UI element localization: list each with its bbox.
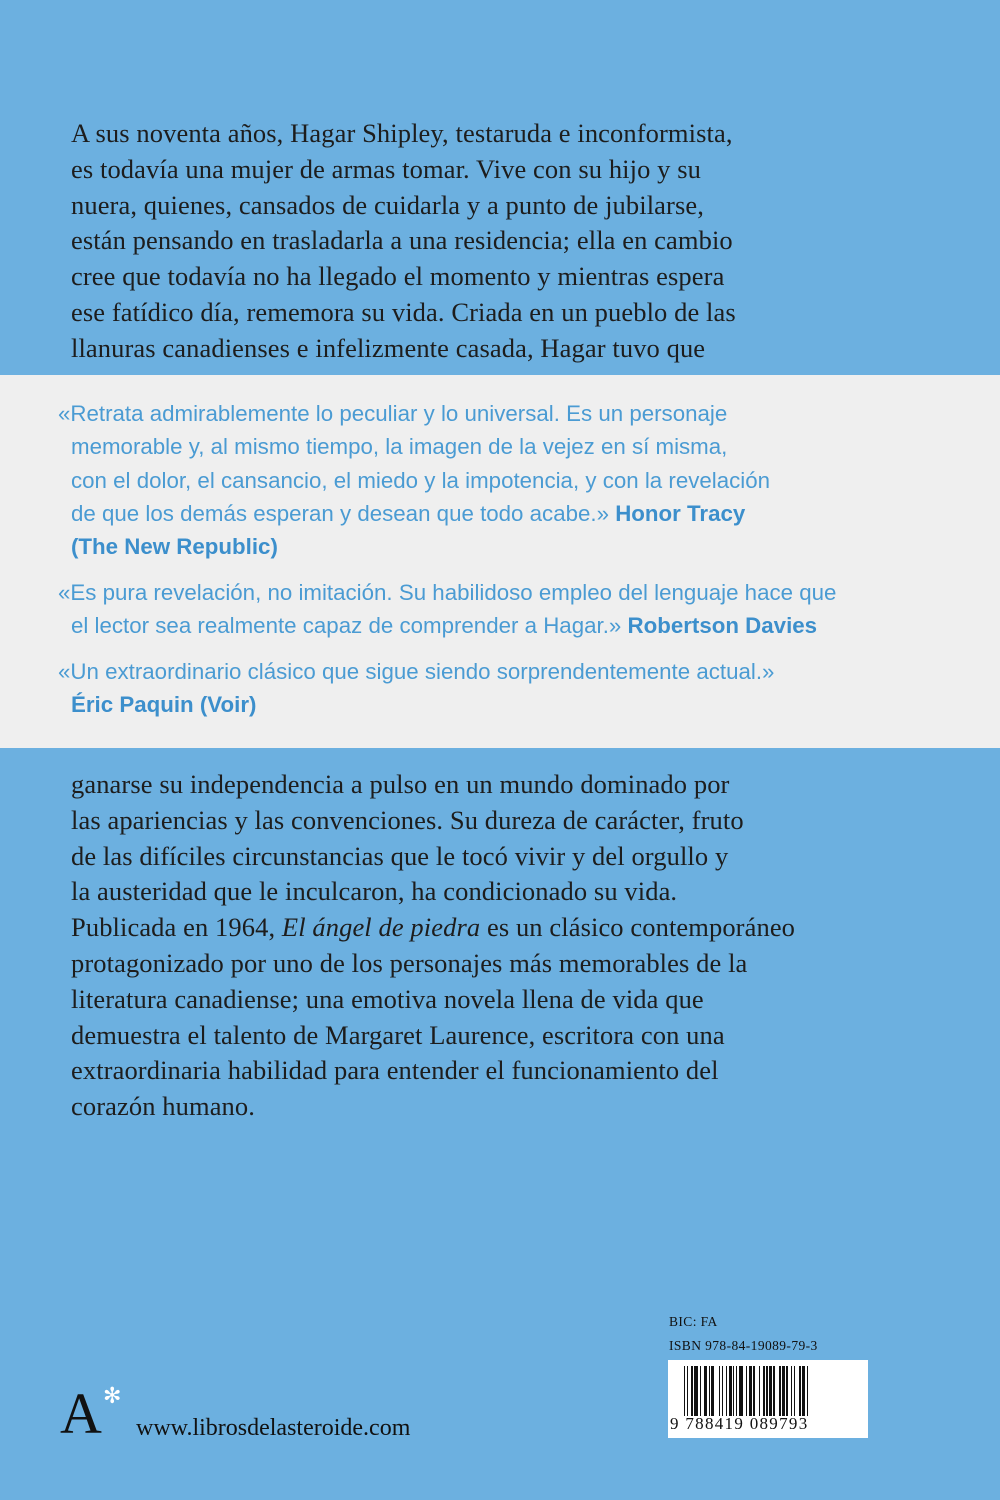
review-quote-honor-tracy bbox=[58, 397, 978, 563]
synopsis-line bbox=[71, 910, 971, 946]
synopsis-line: la austeridad que le inculcaron, ha condicionado su vida. bbox=[71, 876, 678, 907]
quote-source: (The New Republic) bbox=[71, 534, 278, 560]
synopsis-line: extraordinaria habilidad para entender el funcionamiento del bbox=[71, 1055, 719, 1086]
quote-line bbox=[58, 497, 978, 530]
barcode-digits: 9 788419 089793 bbox=[670, 1414, 809, 1433]
quote-text: de que los demás esperan y desean que todo acabe.» bbox=[71, 500, 616, 526]
synopsis-bottom bbox=[71, 767, 971, 1125]
barcode-bars bbox=[684, 1366, 862, 1416]
synopsis-line: las apariencias y las convenciones. Su dureza de carácter, fruto bbox=[71, 804, 744, 835]
synopsis-line: ganarse su independencia a pulso en un mundo dominado por bbox=[71, 769, 730, 799]
synopsis-top bbox=[71, 116, 971, 367]
barcode-bar bbox=[808, 1366, 809, 1416]
quote-line: «Es pura revelación, no imitación. Su habilidoso empleo del lenguaje hace que bbox=[58, 580, 837, 605]
quote-text: el lector sea realmente capaz de comprender a Hagar.» bbox=[71, 613, 628, 639]
quote-line bbox=[58, 609, 978, 642]
review-quote-robertson-davies bbox=[58, 576, 978, 643]
quote-line: memorable y, al mismo tiempo, la imagen de la vejez en sí misma, bbox=[71, 434, 728, 460]
synopsis-text: Publicada en 1964, bbox=[71, 912, 282, 943]
review-quote-eric-paquin bbox=[58, 655, 978, 722]
synopsis-line: demuestra el talento de Margaret Laurence, escritora con una bbox=[71, 1019, 725, 1050]
synopsis-line: es todavía una mujer de armas tomar. Vive con su hijo y su bbox=[71, 153, 702, 184]
quote-author: Honor Tracy bbox=[615, 500, 746, 526]
synopsis-line: literatura canadiense; una emotiva novela llena de vida que bbox=[71, 983, 704, 1014]
quote-line: «Un extraordinario clásico que sigue siendo sorprendentemente actual.» bbox=[58, 659, 775, 684]
synopsis-line: cree que todavía no ha llegado el momento y mientras espera bbox=[71, 261, 725, 292]
isbn-number: ISBN 978-84-19089-79-3 bbox=[669, 1338, 818, 1353]
synopsis-line: protagonizado por uno de los personajes más memorables de la bbox=[71, 947, 748, 978]
synopsis-text: es un clásico contemporáneo bbox=[480, 912, 796, 943]
quote-line: «Retrata admirablemente lo peculiar y lo universal. Es un personaje bbox=[58, 401, 728, 426]
publisher-website: www.librosdelasteroide.com bbox=[136, 1415, 411, 1441]
quote-line: con el dolor, el cansancio, el miedo y la impotencia, y con la revelación bbox=[71, 467, 771, 493]
synopsis-line: de las difíciles circunstancias que le tocó vivir y del orgullo y bbox=[71, 840, 729, 871]
synopsis-line: A sus noventa años, Hagar Shipley, testaruda e inconformista, bbox=[71, 118, 733, 148]
book-title: El ángel de piedra bbox=[281, 912, 481, 943]
synopsis-line: ese fatídico día, rememora su vida. Criada en un pueblo de las bbox=[71, 296, 736, 327]
quote-author: Éric Paquin (Voir) bbox=[71, 692, 257, 718]
quote-author: Robertson Davies bbox=[627, 613, 818, 639]
asterisk-icon: ✻ bbox=[103, 1384, 122, 1409]
synopsis-line: llanuras canadienses e infelizmente casada, Hagar tuvo que bbox=[71, 332, 706, 363]
synopsis-line: nuera, quienes, cansados de cuidarla y a punto de jubilarse, bbox=[71, 189, 704, 220]
publisher-logo: A bbox=[60, 1381, 102, 1446]
synopsis-line: están pensando en trasladarla a una residencia; ella en cambio bbox=[71, 225, 733, 256]
bic-code: BIC: FA bbox=[669, 1314, 718, 1329]
synopsis-line: corazón humano. bbox=[71, 1091, 255, 1122]
barcode bbox=[668, 1360, 868, 1438]
